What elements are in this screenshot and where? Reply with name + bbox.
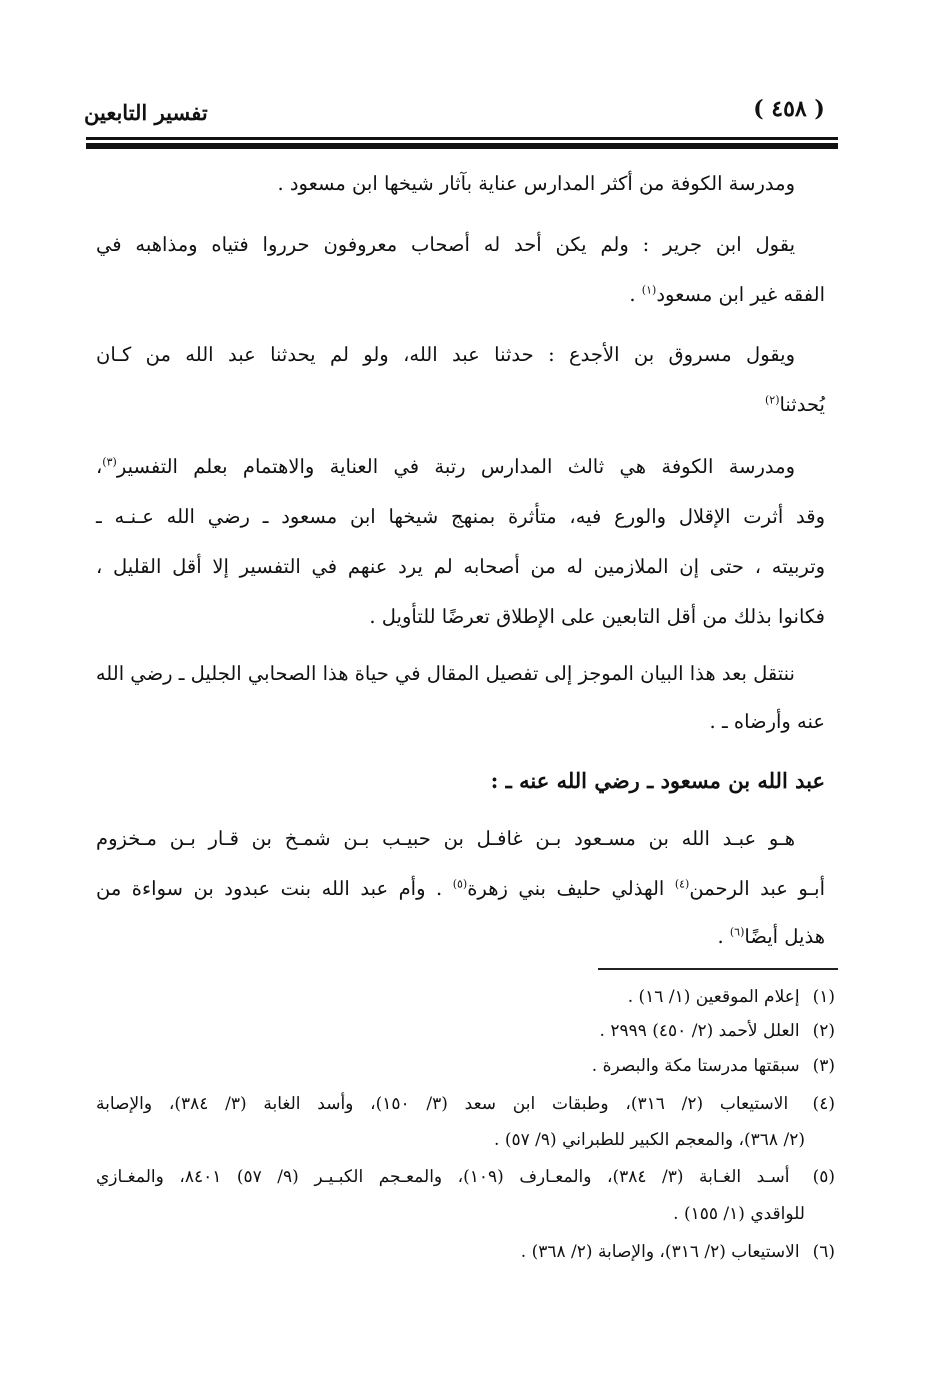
paragraph-1 — [277, 172, 795, 195]
footnote-number: (٥) — [812, 1167, 836, 1187]
footnote-text: إعلام الموقعين (١/ ١٦) . — [627, 987, 800, 1007]
paragraph-6-line-2 — [96, 877, 825, 900]
footnote-ref: (٦) — [729, 925, 745, 939]
text: أبـو عبد الرحمن — [689, 877, 825, 900]
footnote-ref: (٤) — [674, 877, 690, 891]
text: الفقه غير ابن مسعود — [656, 283, 825, 306]
text: . — [717, 925, 730, 948]
footnote-2 — [600, 1021, 836, 1041]
text: . — [629, 283, 642, 306]
text: ومدرسة الكوفة من أكثر المدارس عناية بآثار شيخها ابن مسعود . — [277, 172, 795, 195]
text: ، — [96, 455, 103, 478]
text: هـو عبـد الله بن مسـعود بـن غافـل بن حبيـب بـن شمـخ بن قـار بـن مـخزوم — [96, 827, 795, 850]
text: . وأم عبد الله بنت عبدود بن سواءة من — [96, 877, 453, 900]
footnote-text: (٢/ ٣٦٨)، والمعجم الكبير للطبراني (٩/ ٥٧) . — [494, 1130, 805, 1150]
text: هذيل أيضًا — [744, 925, 825, 948]
footnote-number: (٣) — [812, 1056, 835, 1076]
text: وتربيته ، حتى إن الملازمين له من أصحابه لم يرد عنهم في التفسير إلا أقل القليل ، — [96, 555, 825, 578]
paragraph-2-line-1 — [96, 233, 795, 256]
footnote-number: (٢) — [812, 1021, 835, 1041]
footnote-number: (٤) — [812, 1094, 835, 1114]
paragraph-4-line-1 — [96, 455, 795, 478]
footnote-text: أسـد الغـابة (٣/ ٣٨٤)، والمعـارف (١٠٩)، والمعـجم الكبـيـر (٩/ ٥٧) ٨٤٠١، والمغـازي — [96, 1167, 790, 1187]
footnote-number: (١) — [812, 987, 835, 1007]
footnote-3 — [592, 1056, 835, 1076]
header-rule-thin — [86, 137, 838, 140]
text: فكانوا بذلك من أقل التابعين على الإطلاق تعرضًا للتأويل . — [369, 605, 825, 628]
paragraph-3-line-1 — [96, 343, 795, 366]
footnote-4 — [96, 1094, 835, 1114]
footnote-ref: (٥) — [452, 877, 468, 891]
footnote-number: (٦) — [812, 1242, 835, 1262]
paragraph-5-line-2 — [710, 710, 825, 733]
footnote-text: الاستيعاب (٢/ ٣١٦)، والإصابة (٢/ ٣٦٨) . — [520, 1242, 800, 1262]
paragraph-4-line-2 — [96, 505, 825, 528]
footnote-separator — [598, 968, 838, 970]
header-rule-thick — [86, 143, 838, 149]
footnote-5-continued — [673, 1204, 805, 1224]
paragraph-5-line-1 — [96, 662, 795, 685]
text: ننتقل بعد هذا البيان الموجز إلى تفصيل المقال في حياة هذا الصحابي الجليل ـ رضي الله — [95, 662, 795, 685]
footnote-6 — [521, 1242, 835, 1262]
footnote-ref: (١) — [641, 283, 657, 297]
running-title: تفسير التابعين — [84, 100, 208, 125]
paragraph-4-line-3 — [96, 555, 825, 578]
footnote-text: العلل لأحمد (٢/ ٤٥٠) ٢٩٩٩ . — [599, 1021, 800, 1041]
text: الهذلي حليف بني زهرة — [467, 877, 675, 900]
footnote-text: الاستيعاب (٢/ ٣١٦)، وطبقات ابن سعد (٣/ ١٥٠)، وأسد الغابة (٣/ ٣٨٤)، والإصابة — [96, 1094, 789, 1114]
text: عنه وأرضاه ـ . — [709, 710, 825, 733]
paragraph-6-line-3 — [717, 925, 825, 948]
footnote-ref: (٢) — [764, 393, 780, 407]
footnote-4-continued — [494, 1130, 805, 1150]
text: ويقول مسروق بن الأجدع : حدثنا عبد الله، ولو لم يحدثنا عبد الله من كـان — [96, 343, 795, 366]
footnote-text: للواقدي (١/ ١٥٥) . — [673, 1204, 805, 1224]
footnote-ref: (٣) — [102, 455, 117, 469]
text: يقول ابن جرير : ولم يكن أحد له أصحاب معروفون حرروا فتياه ومذاهبه في — [96, 233, 795, 256]
page-number: ( ٤٥٨ ) — [753, 96, 825, 122]
paragraph-6-line-1 — [96, 827, 795, 850]
footnote-text: سبقتها مدرستا مكة والبصرة . — [591, 1056, 800, 1076]
paragraph-4-line-4 — [369, 605, 825, 628]
text: يُحدثنا — [779, 393, 825, 416]
paragraph-3-line-2 — [765, 393, 825, 416]
section-heading: عبد الله بن مسعود ـ رضي الله عنه ـ : — [490, 768, 825, 793]
text: وقد أثرت الإقلال والورع فيه، متأثرة بمنهج شيخها ابن مسعود ـ رضي الله عـنـه ـ — [96, 505, 825, 528]
text: ومدرسة الكوفة هي ثالث المدارس رتبة في العناية والاهتمام بعلم التفسير — [116, 455, 795, 478]
footnote-5 — [96, 1167, 835, 1187]
paragraph-2-line-2 — [629, 283, 825, 306]
footnote-1 — [628, 987, 835, 1007]
